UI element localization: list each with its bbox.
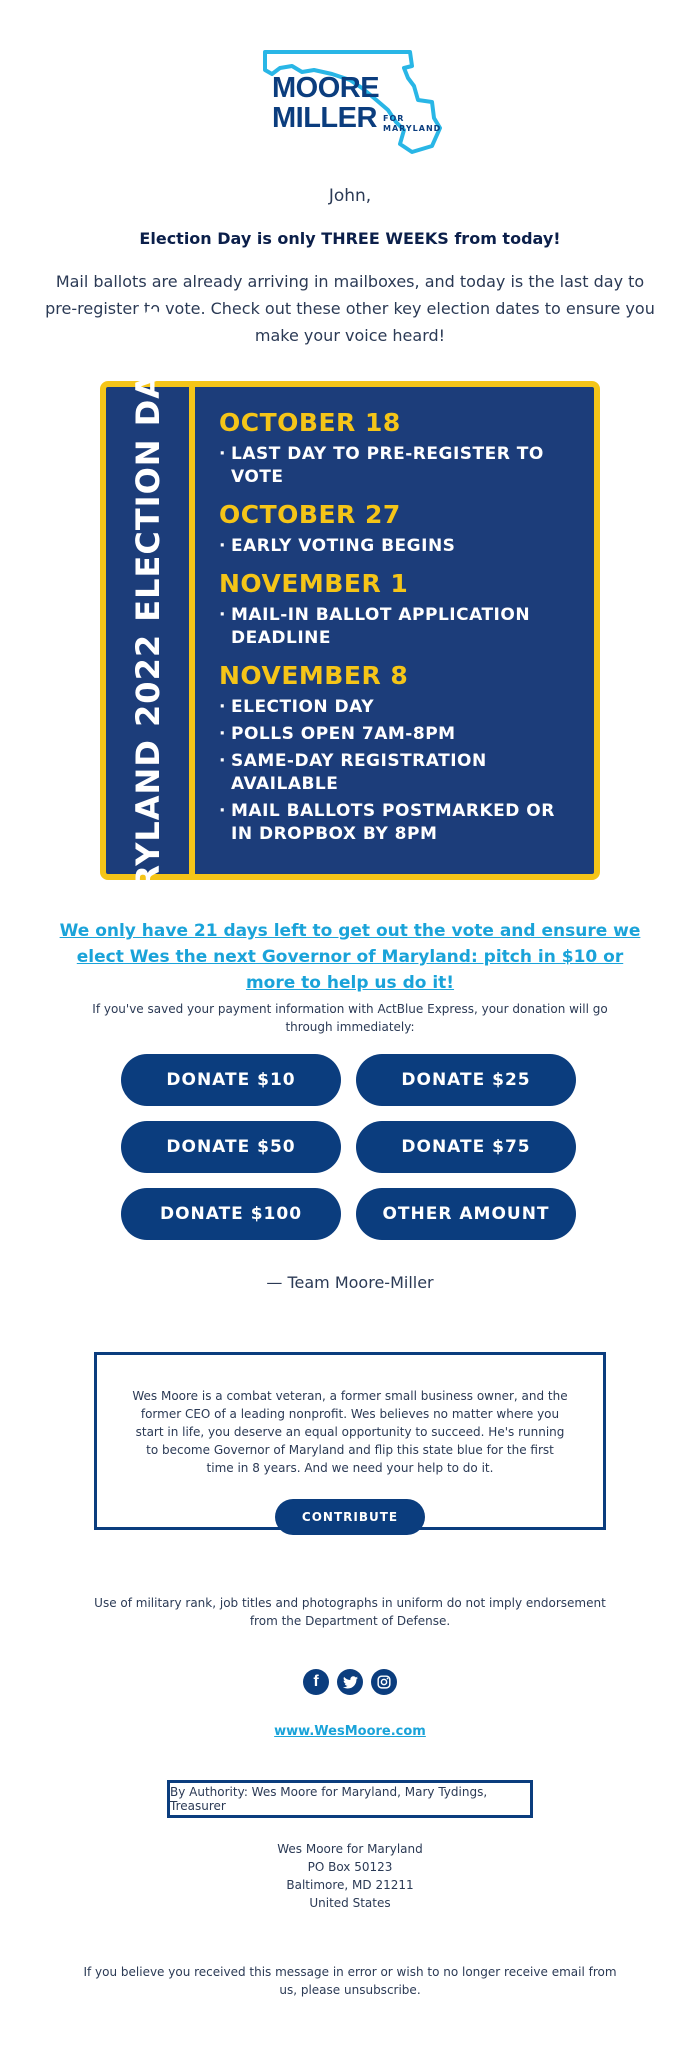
donate-25-button[interactable]: DONATE $25 bbox=[356, 1054, 576, 1106]
date-heading: NOVEMBER 1 bbox=[219, 569, 409, 598]
donate-100-button[interactable]: DONATE $100 bbox=[121, 1188, 341, 1240]
date-item: · MAIL BALLOTS POSTMARKED OR IN DROPBOX BY 8PM bbox=[219, 800, 574, 846]
donate-50-button[interactable]: DONATE $50 bbox=[121, 1121, 341, 1173]
facebook-icon[interactable]: f bbox=[303, 1669, 329, 1695]
date-item: · MAIL-IN BALLOT APPLICATION DEADLINE bbox=[219, 604, 574, 650]
unsubscribe-link[interactable]: unsubscribe bbox=[344, 1983, 417, 1997]
authority-box: By Authority: Wes Moore for Maryland, Mary Tydings, Treasurer bbox=[167, 1780, 533, 1818]
mailing-address bbox=[0, 1840, 700, 1912]
date-item: · EARLY VOTING BEGINS bbox=[219, 535, 574, 558]
headline: Election Day is only THREE WEEKS from today! bbox=[139, 229, 561, 248]
donate-cta-link[interactable]: We only have 21 days left to get out the vote and ensure we elect Wes the next Governor of Maryland: pitch in $10 or more to help us do it! bbox=[59, 921, 641, 993]
vertical-title-bar bbox=[106, 305, 195, 949]
vertical-title: MARYLAND 2022 ELECTION DATES bbox=[129, 305, 167, 949]
actblue-express-note: If you've saved your payment information with ActBlue Express, your donation will go through immediately: bbox=[92, 1002, 608, 1034]
instagram-icon[interactable] bbox=[371, 1669, 397, 1695]
logo-maryland: MARYLAND bbox=[383, 124, 442, 133]
dates-list bbox=[219, 405, 574, 846]
other-amount-button[interactable]: OTHER AMOUNT bbox=[356, 1188, 576, 1240]
date-item: · ELECTION DAY bbox=[219, 696, 574, 719]
address-line: Baltimore, MD 21211 bbox=[286, 1878, 414, 1892]
twitter-icon[interactable] bbox=[337, 1669, 363, 1695]
website-link[interactable]: www.WesMoore.com bbox=[274, 1724, 426, 1739]
logo-line-miller: MILLER bbox=[272, 102, 377, 134]
unsubscribe-end: . bbox=[416, 1983, 421, 1997]
election-dates-graphic[interactable] bbox=[100, 305, 600, 949]
unsubscribe-text: If you believe you received this message in error or wish to no longer receive email from us, please bbox=[83, 1965, 617, 1997]
signoff: — Team Moore-Miller bbox=[266, 1273, 434, 1292]
date-heading: NOVEMBER 8 bbox=[219, 661, 409, 690]
date-item: · SAME-DAY REGISTRATION AVAILABLE bbox=[219, 750, 574, 796]
logo-for: FOR bbox=[383, 114, 405, 123]
bio-box bbox=[94, 1352, 606, 1530]
intro-paragraph: Mail ballots are already arriving in mailboxes, and today is the last day to pre-register to vote. Check out these other key election dates to ensure you make your voice heard! bbox=[45, 272, 655, 345]
moore-miller-logo[interactable] bbox=[262, 48, 452, 156]
logo-line-moore: MOORE bbox=[272, 72, 380, 104]
military-disclaimer: Use of military rank, job titles and photographs in uniform do not imply endorsement from the Department of Defense. bbox=[94, 1596, 606, 1628]
date-item: · POLLS OPEN 7AM-8PM bbox=[219, 723, 574, 746]
date-heading: OCTOBER 27 bbox=[219, 500, 401, 529]
bio-text: Wes Moore is a combat veteran, a former small business owner, and the former CEO of a leading nonprofit. Wes believes no matter where you start in life, you deserve an equal opportunity to succeed. He's running to become Governor of Maryland and flip this state blue for the first time in 8 years. And we need your help to do it. bbox=[132, 1389, 568, 1475]
address-line: Wes Moore for Maryland bbox=[277, 1842, 423, 1856]
contribute-button[interactable]: CONTRIBUTE bbox=[275, 1499, 425, 1535]
date-item: · LAST DAY TO PRE-REGISTER TO VOTE bbox=[219, 443, 574, 489]
greeting: John, bbox=[328, 186, 372, 206]
address-line: PO Box 50123 bbox=[307, 1860, 393, 1874]
date-heading: OCTOBER 18 bbox=[219, 408, 401, 437]
donate-75-button[interactable]: DONATE $75 bbox=[356, 1121, 576, 1173]
donate-10-button[interactable]: DONATE $10 bbox=[121, 1054, 341, 1106]
address-line: United States bbox=[309, 1896, 391, 1910]
unsubscribe-footer bbox=[80, 1963, 620, 1999]
